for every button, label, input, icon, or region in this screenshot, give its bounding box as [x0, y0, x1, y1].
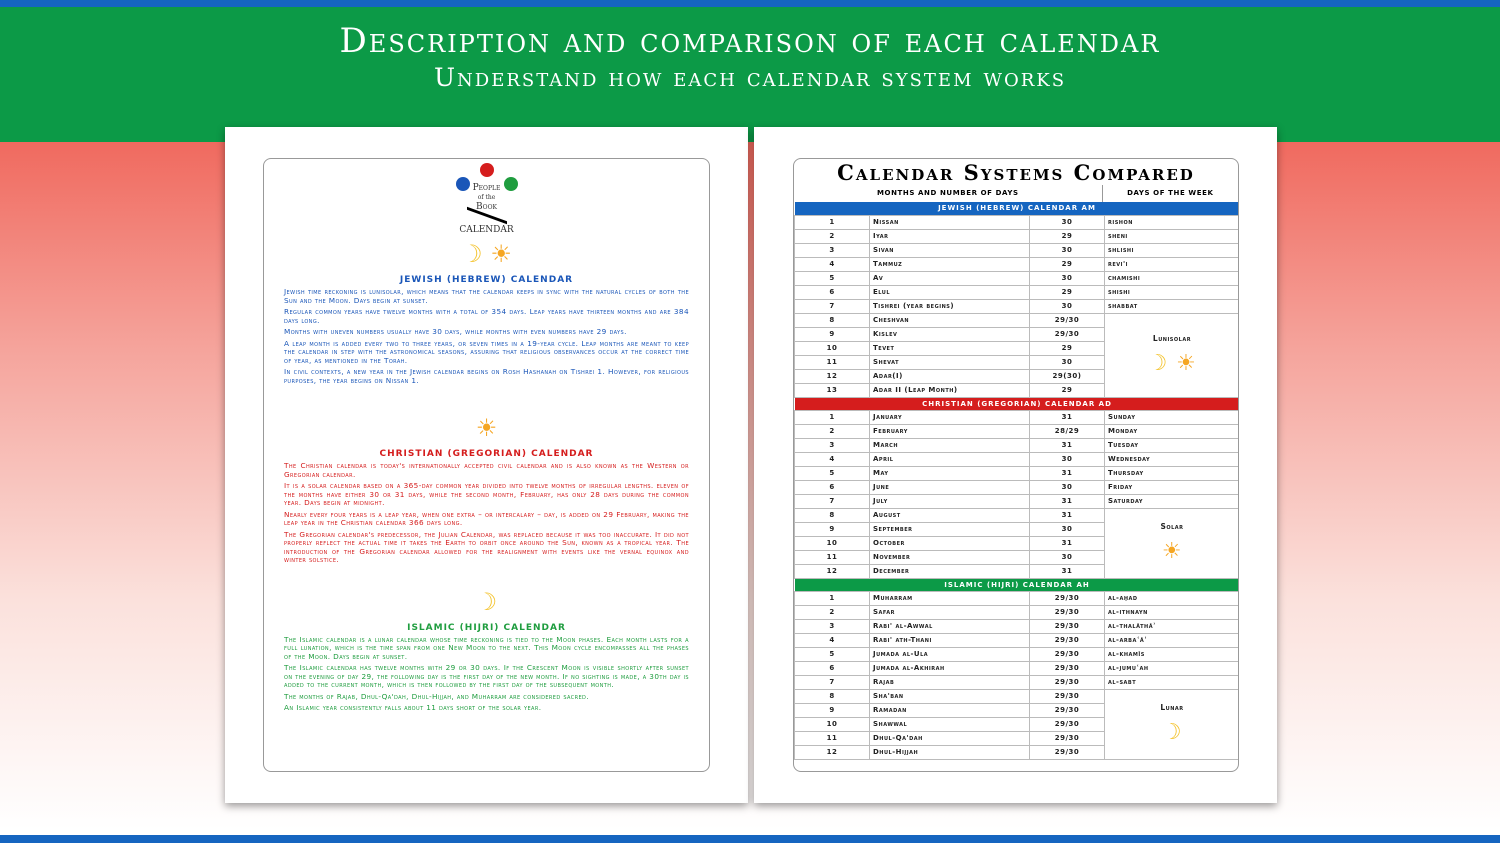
moon-icon: ☽: [461, 240, 483, 268]
section-header: ISLAMIC (HIJRI) CALENDAR AH: [795, 578, 1240, 591]
solar-icons: [264, 413, 709, 443]
sun-icon: ☀: [1176, 351, 1197, 376]
weekday-cell: Wednesday: [1105, 452, 1240, 466]
months-header: MONTHS AND NUMBER OF DAYS: [794, 185, 1103, 202]
description-page: [225, 127, 748, 803]
christian-paragraph: The Christian calendar is today's internationally accepted civil calendar and is also known as the Western or Gregorian calendar.: [284, 461, 689, 479]
weekday-cell: al-sabt: [1105, 675, 1240, 689]
moon-icon: ☽: [1147, 351, 1168, 376]
column-headers: [794, 185, 1238, 202]
month-row: 9 September 30: [795, 522, 1240, 536]
weekday-cell: al-khamīs: [1105, 647, 1240, 661]
month-row: 11 November 30: [795, 550, 1240, 564]
banner: [0, 7, 1500, 142]
calendar-type: [1105, 313, 1240, 397]
month-row: 7 Rajab 29/30 al-sabt: [795, 675, 1240, 689]
month-row: 3 March 31 Tuesday: [795, 438, 1240, 452]
sun-icon: ☀: [475, 414, 498, 442]
calendar-type-label: Lunisolar: [1152, 334, 1192, 343]
weekday-cell: chamishi: [1105, 271, 1240, 285]
month-row: 5 Av 30 chamishi: [795, 271, 1240, 285]
month-row: 8 Sha'ban 29/30 Lunar ☽: [795, 689, 1240, 703]
christian-paragraph: It is a solar calendar based on a 365-day common year divided into twelve months of irregular lengths. eleven of the months have either 30 or 31 days, while the second month, February, has only 28 days during the common year. Days begin at midnight.: [284, 481, 689, 507]
comparison-page: [754, 127, 1277, 803]
weekday-cell: sheni: [1105, 229, 1240, 243]
description-frame: [263, 158, 710, 772]
month-row: 8 August 31 Solar ☀: [795, 508, 1240, 522]
month-row: 2 Safar 29/30 al-ithnayn: [795, 605, 1240, 619]
weekday-cell: al-thalāthāʾ: [1105, 619, 1240, 633]
month-row: 9 Ramadan 29/30: [795, 703, 1240, 717]
sun-icon: ☀: [1161, 539, 1183, 564]
weekday-cell: shlishi: [1105, 243, 1240, 257]
month-row: 10 Shawwal 29/30: [795, 717, 1240, 731]
month-row: 6 June 30 Friday: [795, 480, 1240, 494]
christian-paragraph: The Gregorian calendar's predecessor, the Julian Calendar, was replaced because it was too inaccurate. It did not properly reflect the actual time it takes the Earth to orbit once around the Sun, known as a tropical year. The introduction of the Gregorian calendar allowed for the realignment with events like the vernal equinox and winter solstice.: [284, 529, 689, 564]
weekday-cell: Tuesday: [1105, 438, 1240, 452]
month-row: 3 Sivan 30 shlishi: [795, 243, 1240, 257]
month-row: 2 February 28/29 Monday: [795, 424, 1240, 438]
islamic-paragraph: The Islamic calendar has twelve months with 29 or 30 days. If the Crescent Moon is visible shortly after sunset on the evening of day 29, the following day is the first day of the new month. If no sighting is made, a 30th day is added to the current month, which is then followed by the first day of the subsequent month.: [284, 663, 689, 689]
bottom-stripe: [0, 835, 1500, 843]
top-stripe: [0, 0, 1500, 7]
month-row: 13 Adar II (Leap Month) 29: [795, 383, 1240, 397]
weekday-cell: al-ithnayn: [1105, 605, 1240, 619]
calendar-type: [1105, 508, 1240, 578]
lunar-icons: [264, 587, 709, 617]
comparison-table: [794, 202, 1239, 760]
weekday-cell: al-aḥad: [1105, 591, 1240, 605]
banner-title: Description and comparison of each calendar: [339, 21, 1161, 61]
month-row: 6 Elul 29 shishi: [795, 285, 1240, 299]
month-row: 12 Adar(I) 29(30): [795, 369, 1240, 383]
weekday-cell: al-arbaʿāʾ: [1105, 633, 1240, 647]
weekday-cell: Thursday: [1105, 466, 1240, 480]
calendar-type-label: Lunar: [1160, 703, 1184, 712]
lunisolar-icons: [264, 239, 709, 269]
jewish-title: JEWISH (HEBREW) CALENDAR: [399, 275, 574, 285]
calendar-type: [1105, 689, 1240, 759]
comparison-frame: [793, 158, 1239, 772]
weekday-cell: Saturday: [1105, 494, 1240, 508]
month-row: 12 Dhul-Hijjah 29/30: [795, 745, 1240, 759]
month-row: 9 Kislev 29/30: [795, 327, 1240, 341]
month-row: 4 April 30 Wednesday: [795, 452, 1240, 466]
islamic-paragraph: The Islamic calendar is a lunar calendar whose time reckoning is tied to the Moon phases. Each month lasts for a full lunation, which is the time span from one New Moon to the next. This Moon cycle encompasses all the phases of the Moon. Days begin at sunset.: [284, 634, 689, 661]
weekday-cell: al-jumuʿah: [1105, 661, 1240, 675]
christian-paragraph: Nearly every four years is a leap year, when one extra – or intercalary – day, is added on 29 February, making the leap year in the Christian calendar 366 days long.: [284, 509, 689, 527]
weekdays-header: DAYS OF THE WEEK: [1127, 189, 1214, 197]
jewish-paragraph: Jewish time reckoning is lunisolar, which means that the calendar keeps in sync with the natural cycles of both the Sun and the Moon. Days begin at sunset.: [284, 287, 689, 305]
islamic-paragraph: An Islamic year consistently falls about 11 days short of the solar year.: [284, 703, 542, 712]
weekday-cell: Friday: [1105, 480, 1240, 494]
calendar-type-label: Solar: [1160, 522, 1184, 531]
logo: People of the Book CALENDAR: [452, 161, 522, 239]
banner-subtitle: Understand how each calendar system works: [433, 63, 1067, 92]
christian-title: CHRISTIAN (GREGORIAN) CALENDAR: [379, 449, 594, 459]
month-row: 2 Iyar 29 sheni: [795, 229, 1240, 243]
moon-icon: ☽: [475, 587, 498, 616]
jewish-paragraph: Regular common years have twelve months with a total of 354 days. Leap years have thirteen months and are 384 days long.: [284, 307, 689, 325]
month-row: 5 Jumada al-Ula 29/30 al-khamīs: [795, 647, 1240, 661]
month-row: 10 October 31: [795, 536, 1240, 550]
month-row: 7 Tishrei (year begins) 30 shabbat: [795, 299, 1240, 313]
sun-icon: ☀: [490, 240, 512, 268]
weekday-cell: revi'i: [1105, 257, 1240, 271]
weekday-cell: shabbat: [1105, 299, 1240, 313]
section-header: CHRISTIAN (GREGORIAN) CALENDAR AD: [795, 397, 1240, 410]
month-row: 12 December 31: [795, 564, 1240, 578]
jewish-paragraph: In civil contexts, a new year in the Jewish calendar begins on Rosh Hashanah on Tishrei 1. However, for religious purposes, the year begins on Nissan 1.: [284, 367, 689, 385]
islamic-paragraph: The months of Rajab, Dhul-Qa'dah, Dhul-Hijjah, and Muharram are considered sacred.: [284, 691, 590, 701]
month-row: 7 July 31 Saturday: [795, 494, 1240, 508]
weekday-cell: shishi: [1105, 285, 1240, 299]
month-row: 8 Cheshvan 29/30 Lunisolar ☽ ☀: [795, 313, 1240, 327]
month-row: 4 Tammuz 29 revi'i: [795, 257, 1240, 271]
month-row: 4 Rabi' ath-Thani 29/30 al-arbaʿāʾ: [795, 633, 1240, 647]
month-row: 11 Shevat 30: [795, 355, 1240, 369]
islamic-title: ISLAMIC (HIJRI) CALENDAR: [407, 622, 566, 633]
moon-icon: ☽: [1161, 720, 1183, 745]
comparison-title: Calendar Systems Compared: [837, 160, 1195, 185]
month-row: 11 Dhul-Qa'dah 29/30: [795, 731, 1240, 745]
weekday-cell: Sunday: [1105, 410, 1240, 424]
weekday-cell: rishon: [1105, 215, 1240, 229]
month-row: 3 Rabi' al-Awwal 29/30 al-thalāthāʾ: [795, 619, 1240, 633]
jewish-paragraph: A leap month is added every two to three years, or seven times in a 19-year cycle. Leap months are meant to keep the calendar in step with the astronomical seasons, assuring that religious observances occur at the correct time of year, as mentioned in the Torah.: [284, 338, 689, 365]
month-row: 1 Nissan 30 rishon: [795, 215, 1240, 229]
weekday-cell: Monday: [1105, 424, 1240, 438]
jewish-paragraph: Months with uneven numbers usually have 30 days, while months with even numbers have 29 days.: [284, 327, 627, 336]
month-row: 6 Jumada al-Akhirah 29/30 al-jumuʿah: [795, 661, 1240, 675]
month-row: 10 Tevet 29: [795, 341, 1240, 355]
month-row: 1 January 31 Sunday: [795, 410, 1240, 424]
month-row: 5 May 31 Thursday: [795, 466, 1240, 480]
month-row: 1 Muharram 29/30 al-aḥad: [795, 591, 1240, 605]
section-header: JEWISH (HEBREW) CALENDAR AM: [795, 202, 1240, 215]
